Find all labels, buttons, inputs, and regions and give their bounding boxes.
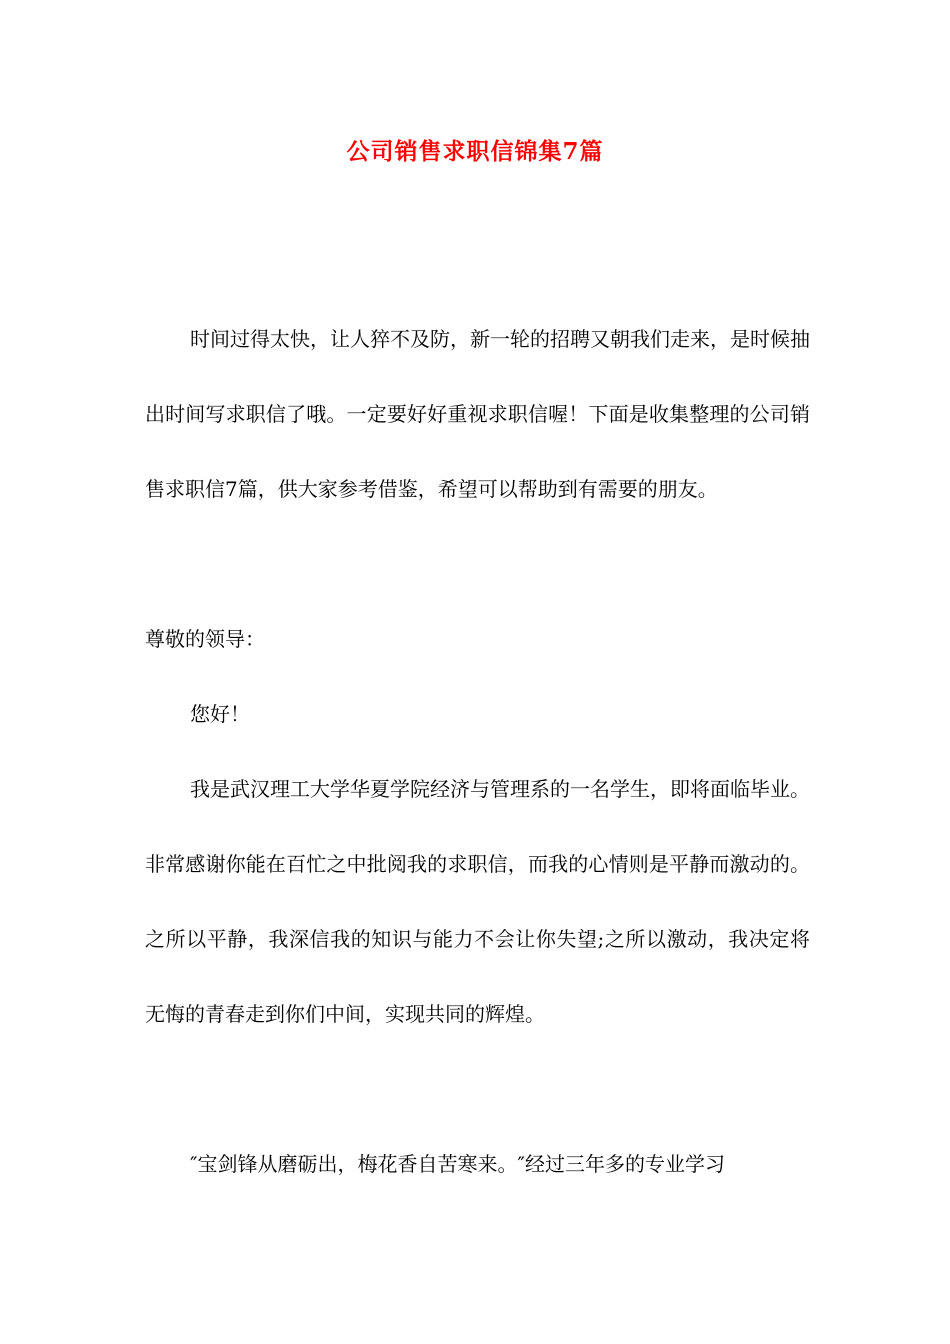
salutation-block <box>145 602 810 677</box>
greeting-block <box>145 677 810 752</box>
body-paragraph-1-block <box>145 752 810 1052</box>
body-paragraph-1: 我是武汉理工大学华夏学院经济与管理系的一名学生，即将面临毕业。非常感谢你能在百忙之中批阅我的求职信，而我的心情则是平静而激动的。之所以平静，我深信我的知识与能力不会让你失望;之所以激动，我决定将无悔的青春走到你们中间，实现共同的辉煌。 <box>145 777 810 1026</box>
body-paragraph-2-block <box>145 1127 810 1202</box>
greeting: 您好！ <box>190 702 250 726</box>
intro-paragraph: 时间过得太快，让人猝不及防，新一轮的招聘又朝我们走来，是时候抽出时间写求职信了哦。一定要好好重视求职信喔！下面是收集整理的公司销售求职信7篇，供大家参考借鉴，希望可以帮助到有需要的朋友。 <box>145 327 810 501</box>
body-paragraph-2: ″宝剑锋从磨砺出，梅花香自苦寒来。″经过三年多的专业学习 <box>190 1152 725 1176</box>
salutation: 尊敬的领导： <box>145 627 265 651</box>
document-title: 公司销售求职信锦集7篇 <box>346 138 604 165</box>
intro-paragraph-block <box>145 302 810 527</box>
